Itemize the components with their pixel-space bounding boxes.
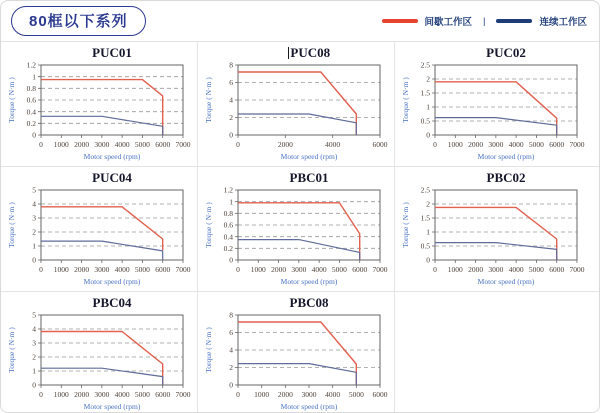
empty-cell [395,292,599,413]
chart-cell-pbc01 [198,167,395,292]
y-tick-label: 2.5 [420,61,430,70]
plot-frame [41,315,183,385]
y-tick-label: 2 [229,363,233,373]
x-tick-label: 2000 [74,265,90,274]
chart-svg-puc01 [5,61,197,161]
x-tick-label: 7000 [569,140,585,149]
x-axis-label: Motor speed (rpm) [477,277,535,286]
y-tick-label: 5 [32,311,36,320]
x-tick-label: 6000 [372,390,388,399]
x-tick-label: 1000 [250,265,266,274]
x-tick-label: 0 [39,390,43,399]
y-tick-label: 1 [32,72,36,82]
y-tick-label: 8 [229,61,233,70]
continuous-zone-label: 连续工作区 [539,17,587,28]
x-tick-label: 4000 [114,140,130,149]
x-tick-label: 6000 [155,265,171,274]
y-tick-label: 4 [32,199,36,209]
x-tick-label: 5000 [134,265,150,274]
y-tick-label: 1.2 [223,186,233,195]
x-tick-label: 6000 [155,390,171,399]
y-tick-label: 2.5 [420,186,430,195]
chart-cell-pbc04 [1,292,198,413]
x-tick-label: 0 [39,265,43,274]
chart-cell-puc02 [395,42,599,167]
x-tick-label: 2000 [74,140,90,149]
chart-svg-pbc08 [202,311,394,411]
y-tick-label: 1.2 [26,61,36,70]
chart-title-text: PUC04 [92,170,132,185]
chart-svg-puc08 [202,61,394,161]
chart-cell-puc01 [1,42,198,167]
y-tick-label: 0.4 [223,232,233,242]
x-tick-label: 0 [236,265,240,274]
x-tick-label: 1000 [254,390,270,399]
legend-separator: | [483,15,486,27]
x-tick-label: 6000 [352,265,368,274]
y-tick-label: 8 [229,311,233,320]
intermittent-zone-curve [41,207,163,250]
x-tick-label: 0 [236,390,240,399]
chart-cell-puc08 [198,42,395,167]
x-tick-label: 2000 [277,140,293,149]
y-tick-label: 2 [229,113,233,123]
x-tick-label: 3000 [94,390,110,399]
x-tick-label: 1000 [447,140,463,149]
x-axis-label: Motor speed (rpm) [83,277,141,286]
continuous-zone-curve [238,364,356,385]
y-axis-label: Torque ( N·m ) [7,327,16,373]
y-tick-label: 0.2 [223,244,233,254]
x-tick-label: 4000 [325,140,341,149]
intermittent-zone-curve [41,80,163,135]
y-tick-label: 2 [426,74,430,84]
chart-title [202,295,394,311]
y-tick-label: 1.5 [420,88,430,98]
continuous-zone-swatch-icon [496,19,532,23]
x-tick-label: 4000 [311,265,327,274]
x-tick-label: 0 [433,140,437,149]
chart-title [399,170,591,186]
y-tick-label: 0 [32,255,36,265]
y-tick-label: 0.8 [26,84,36,94]
y-tick-label: 0 [426,255,430,265]
chart-svg-pbc01 [202,186,394,286]
continuous-zone-curve [41,116,163,135]
intermittent-zone-curve [41,332,163,386]
y-tick-label: 6 [229,78,233,88]
x-tick-label: 7000 [569,265,585,274]
y-axis-label: Torque ( N·m ) [401,202,410,248]
y-tick-label: 3 [32,338,36,348]
x-tick-label: 0 [39,140,43,149]
y-tick-label: 0 [32,130,36,140]
intermittent-zone-label: 间歇工作区 [424,17,473,28]
y-tick-label: 0.2 [26,119,36,129]
x-tick-label: 2000 [271,265,287,274]
continuous-zone-curve [238,240,360,260]
plot-frame [41,190,183,260]
x-tick-label: 5000 [528,140,544,149]
chart-cell-pbc08 [198,292,395,413]
y-tick-label: 2 [32,352,36,362]
continuous-zone-curve [41,368,163,385]
x-tick-label: 6000 [155,140,171,149]
y-tick-label: 1 [426,227,430,237]
intermittent-zone-curve [238,322,356,385]
chart-title [202,170,394,186]
chart-title [399,45,591,61]
y-tick-label: 2 [32,227,36,237]
y-tick-label: 0 [229,255,233,265]
continuous-zone-curve [41,241,163,260]
x-tick-label: 6000 [549,140,565,149]
x-tick-label: 2000 [277,390,293,399]
intermittent-zone-curve [238,203,360,260]
intermittent-zone-curve [238,72,356,135]
y-tick-label: 5 [32,186,36,195]
y-tick-label: 1 [426,102,430,112]
y-tick-label: 6 [229,328,233,338]
x-tick-label: 2000 [468,140,484,149]
chart-grid [1,41,599,413]
chart-cell-pbc02 [395,167,599,292]
x-tick-label: 7000 [175,265,191,274]
x-tick-label: 1000 [53,140,69,149]
chart-title-text: PBC08 [289,295,329,310]
y-tick-label: 1.5 [420,213,430,223]
x-tick-label: 6000 [372,140,388,149]
y-tick-label: 0.4 [26,107,36,117]
x-tick-label: 4000 [508,140,524,149]
x-tick-label: 4000 [114,265,130,274]
y-tick-label: 0.6 [26,95,36,105]
y-tick-label: 0 [229,380,233,390]
intermittent-zone-curve [435,82,557,135]
x-tick-label: 3000 [488,140,504,149]
x-axis-label: Motor speed (rpm) [83,152,141,161]
y-axis-label: Torque ( N·m ) [204,327,213,373]
continuous-zone-curve [435,118,557,135]
chart-title-text: PUC02 [486,45,526,60]
x-tick-label: 1000 [53,265,69,274]
y-tick-label: 1 [229,197,233,207]
chart-title-text: PBC04 [92,295,132,310]
chart-cell-puc04 [1,167,198,292]
x-tick-label: 2000 [74,390,90,399]
x-tick-label: 4000 [114,390,130,399]
intermittent-zone-curve [435,207,557,260]
y-tick-label: 0 [426,130,430,140]
y-tick-label: 0.8 [223,209,233,219]
x-tick-label: 7000 [175,140,191,149]
x-tick-label: 5000 [134,390,150,399]
y-tick-label: 4 [229,95,233,105]
continuous-zone-curve [435,243,557,260]
x-tick-label: 1000 [447,265,463,274]
x-tick-label: 7000 [372,265,388,274]
y-axis-label: Torque ( N·m ) [7,202,16,248]
y-tick-label: 4 [229,345,233,355]
x-tick-label: 0 [433,265,437,274]
x-tick-label: 5000 [528,265,544,274]
x-tick-label: 2000 [468,265,484,274]
chart-title-text: PBC02 [486,170,526,185]
chart-title-text: PUC01 [92,45,132,60]
x-tick-label: 6000 [549,265,565,274]
y-tick-label: 2 [426,199,430,209]
x-tick-label: 3000 [94,265,110,274]
y-tick-label: 4 [32,324,36,334]
chart-svg-pbc02 [399,186,591,286]
y-tick-label: 0.6 [223,220,233,230]
y-tick-label: 0.5 [420,241,430,251]
y-axis-label: Torque ( N·m ) [204,77,213,123]
x-tick-label: 4000 [508,265,524,274]
x-tick-label: 3000 [488,265,504,274]
x-tick-label: 4000 [325,390,341,399]
x-tick-label: 3000 [301,390,317,399]
x-tick-label: 5000 [331,265,347,274]
chart-title [5,295,197,311]
x-tick-label: 5000 [134,140,150,149]
y-tick-label: 1 [32,366,36,376]
y-tick-label: 1 [32,241,36,251]
y-axis-label: Torque ( N·m ) [7,77,16,123]
chart-title [5,170,197,186]
page-header [1,1,599,41]
y-axis-label: Torque ( N·m ) [401,77,410,123]
x-axis-label: Motor speed (rpm) [83,402,141,411]
x-axis-label: Motor speed (rpm) [280,152,338,161]
x-axis-label: Motor speed (rpm) [477,152,535,161]
series-badge: 80框以下系列 [11,6,146,36]
y-tick-label: 0.5 [420,116,430,126]
x-tick-label: 5000 [348,390,364,399]
chart-svg-puc04 [5,186,197,286]
intermittent-zone-swatch-icon [382,19,418,23]
chart-title-text: PUC08 [290,45,331,60]
x-axis-label: Motor speed (rpm) [280,402,338,411]
x-tick-label: 3000 [291,265,307,274]
x-tick-label: 3000 [94,140,110,149]
y-tick-label: 0 [229,130,233,140]
chart-title [5,45,197,61]
y-tick-label: 3 [32,213,36,223]
chart-svg-pbc04 [5,311,197,411]
y-axis-label: Torque ( N·m ) [204,202,213,248]
chart-title-text: PBC01 [289,170,329,185]
legend [382,14,588,28]
chart-title [202,45,394,61]
x-tick-label: 1000 [53,390,69,399]
x-tick-label: 7000 [175,390,191,399]
x-tick-label: 0 [236,140,240,149]
x-axis-label: Motor speed (rpm) [280,277,338,286]
y-tick-label: 0 [32,380,36,390]
chart-svg-puc02 [399,61,591,161]
